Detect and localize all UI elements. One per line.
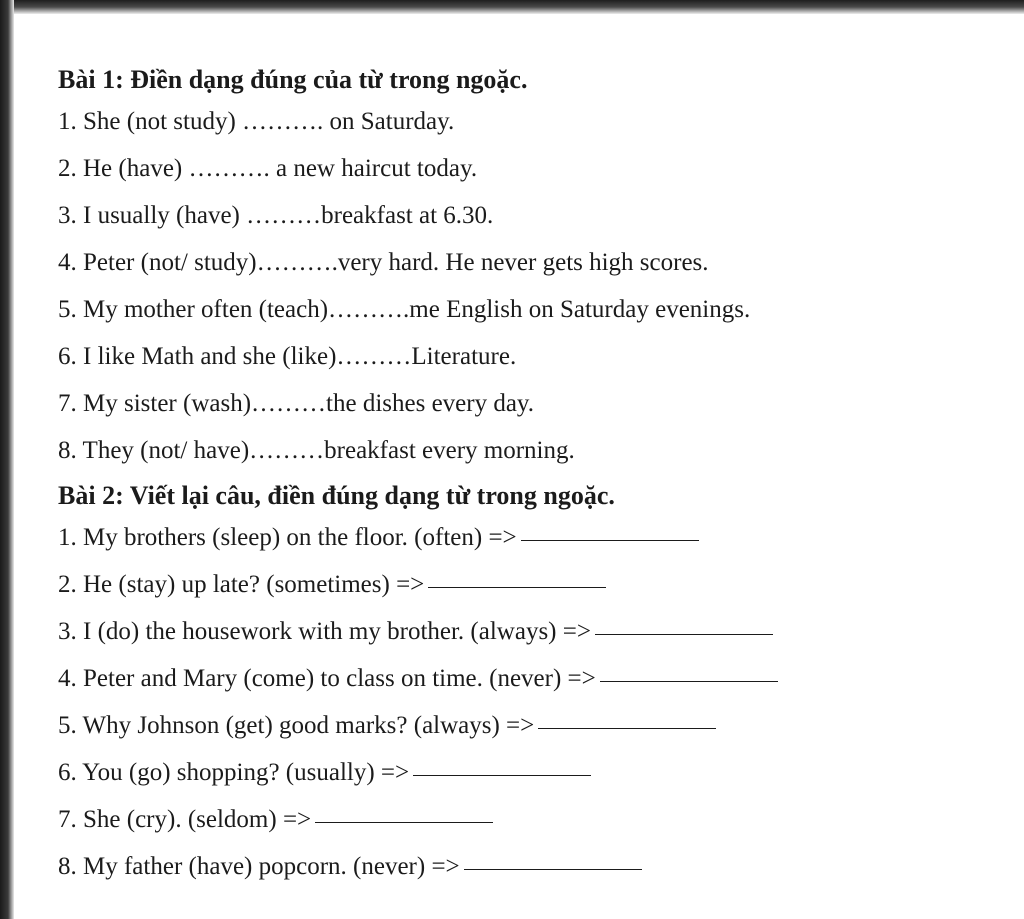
exercise-2-list — [58, 514, 778, 890]
exercise-2-item — [58, 655, 778, 702]
answer-blank-line — [413, 775, 591, 776]
exercise-2-item-text: 7. She (cry). (seldom) => — [58, 806, 312, 833]
exercise-1-item: 8. They (not/ have)………breakfast every morning. — [58, 437, 575, 464]
answer-blank-line — [600, 681, 778, 682]
exercise-2-item-text: 4. Peter and Mary (come) to class on time. (never) => — [58, 665, 596, 692]
exercise-2-item-text: 8. My father (have) popcorn. (never) => — [58, 853, 460, 880]
answer-blank-line — [428, 587, 606, 588]
exercise-1-item: 7. My sister (wash)………the dishes every day. — [58, 390, 535, 417]
answer-blank-line — [521, 540, 699, 541]
exercise-1-heading: Bài 1: Điền dạng đúng của từ trong ngoặc. — [58, 65, 528, 94]
photo-edge-left — [0, 0, 14, 919]
exercise-2-item-text: 3. I (do) the housework with my brother. (always) => — [58, 618, 591, 645]
exercise-2-item — [58, 561, 778, 608]
exercise-2-item-text: 5. Why Johnson (get) good marks? (always) => — [58, 712, 535, 739]
exercise-2-item — [58, 608, 778, 655]
exercise-1-item: 6. I like Math and she (like)………Literature. — [58, 343, 517, 370]
exercise-1-item: 2. He (have) ………. a new haircut today. — [58, 155, 478, 182]
exercise-2-item — [58, 796, 778, 843]
exercise-2-item-text: 2. He (stay) up late? (sometimes) => — [58, 571, 425, 598]
exercise-1-item: 4. Peter (not/ study)……….very hard. He never gets high scores. — [58, 249, 709, 276]
answer-blank-line — [315, 822, 493, 823]
answer-blank-line — [595, 634, 773, 635]
answer-blank-line — [538, 728, 716, 729]
answer-blank-line — [464, 869, 642, 870]
exercise-2-item — [58, 702, 778, 749]
worksheet — [58, 62, 778, 890]
exercise-1-list — [58, 98, 778, 474]
exercise-2-item — [58, 843, 778, 890]
exercise-1-item: 3. I usually (have) ………breakfast at 6.30. — [58, 202, 494, 229]
exercise-2-item-text: 6. You (go) shopping? (usually) => — [58, 759, 410, 786]
exercise-2-item — [58, 514, 778, 561]
exercise-2-item-text: 1. My brothers (sleep) on the floor. (often) => — [58, 524, 517, 551]
exercise-2-heading: Bài 2: Viết lại câu, điền đúng dạng từ trong ngoặc. — [58, 481, 615, 510]
exercise-1-item: 5. My mother often (teach)……….me English on Saturday evenings. — [58, 296, 751, 323]
exercise-1-item: 1. She (not study) ………. on Saturday. — [58, 108, 455, 135]
exercise-2-item — [58, 749, 778, 796]
photo-edge-top — [0, 0, 1024, 14]
